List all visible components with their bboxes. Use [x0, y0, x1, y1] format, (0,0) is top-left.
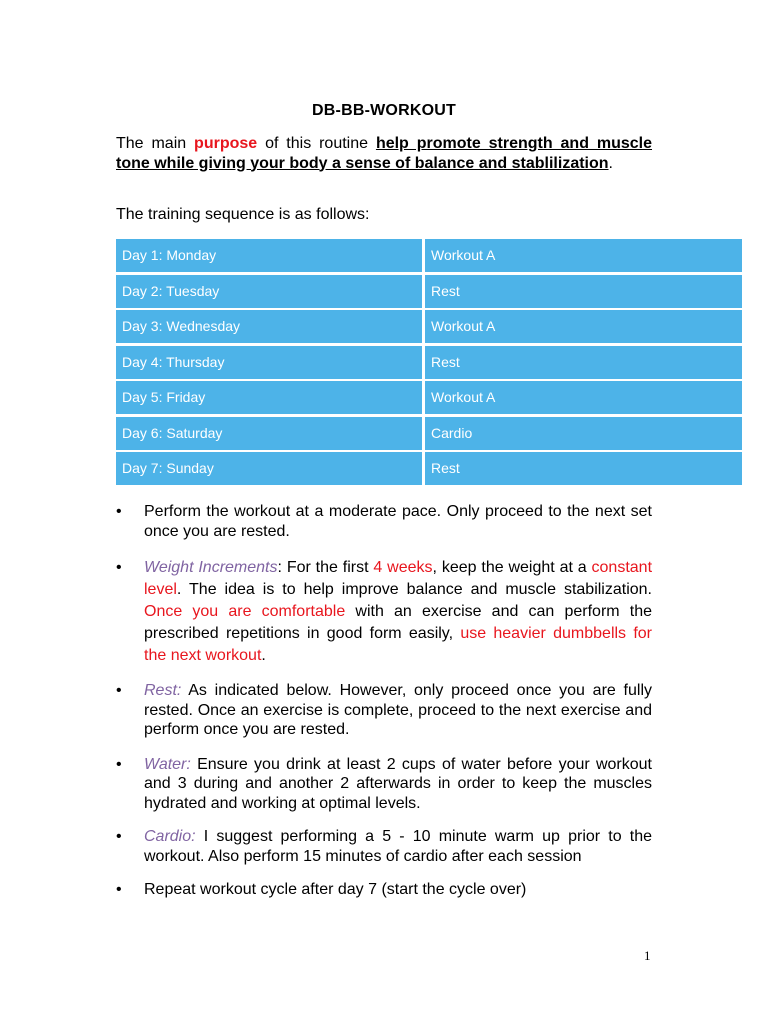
cardio-label: Cardio [144, 828, 192, 845]
water-text: Ensure you drink at least 2 cups of water before your workout and 3 during and another 2 afterwards in order to keep the muscles hydrated and working at optimal levels. [144, 755, 652, 812]
weight-text: . [261, 647, 266, 664]
table-row [116, 381, 742, 414]
sequence-label: The training sequence is as follows: [116, 206, 370, 223]
intro-middle: of this routine [257, 135, 376, 152]
weight-highlight: constant level [144, 559, 653, 598]
schedule-day-cell: Day 4: Thursday [116, 346, 422, 379]
water-label: Water: [144, 755, 191, 773]
schedule-plan-cell: Rest [425, 452, 742, 485]
schedule-plan-cell: Workout A [425, 239, 742, 272]
intro-purpose-word: purpose [194, 135, 258, 152]
schedule-plan-cell: Rest [425, 346, 742, 379]
bullet-pace [116, 502, 652, 541]
table-row [116, 346, 742, 379]
schedule-plan-cell: Rest [425, 275, 742, 308]
bullet-repeat [116, 880, 652, 900]
bullet-rest [116, 681, 652, 740]
schedule-day-cell: Day 3: Wednesday [116, 310, 422, 343]
schedule-day-cell: Day 7: Sunday [116, 452, 422, 485]
rest-text: As indicated below. However, only proceed once you are fully rested. Once an exercise is complete, proceed to the next exercise and perform once you are rested. [144, 682, 652, 738]
weight-highlight: 4 weeks [373, 559, 433, 576]
bullet-weight-increments [116, 557, 652, 667]
weight-text: with an exercise and can perform the prescribed repetitions in good form easily, [144, 603, 653, 642]
weight-highlight: use heavier dumbbells for the next workout [144, 625, 652, 664]
schedule-plan-cell: Workout A [425, 381, 742, 414]
bullet-water [116, 755, 652, 814]
page-number: 1 [644, 948, 651, 963]
table-row [116, 239, 742, 272]
bullet-list [116, 502, 652, 900]
table-row [116, 452, 742, 485]
weight-text: : For the first [277, 559, 374, 576]
schedule-plan-cell: Workout A [425, 310, 742, 343]
schedule-day-cell: Day 6: Saturday [116, 417, 422, 450]
rest-colon: : [176, 682, 182, 699]
weight-text: . The idea is to help improve balance and muscle stabilization. [176, 581, 652, 598]
intro-lead: The main [116, 135, 195, 152]
repeat-text: Repeat workout cycle after day 7 (start the cycle over) [144, 881, 527, 898]
table-row [116, 417, 742, 450]
weight-text: , keep the weight at a [432, 559, 592, 576]
intro-end: . [608, 154, 613, 172]
weight-highlight: Once you are comfortable [144, 603, 346, 620]
page-title: DB-BB-WORKOUT [312, 102, 456, 119]
schedule-table [116, 239, 742, 488]
table-row [116, 275, 742, 308]
rest-label: Rest [144, 682, 177, 699]
intro-paragraph [116, 134, 652, 173]
bullet-cardio [116, 827, 652, 866]
cardio-colon: : [191, 828, 196, 845]
schedule-day-cell: Day 1: Monday [116, 239, 422, 272]
schedule-plan-cell: Cardio [425, 417, 742, 450]
weight-increments-label: Weight Increments [144, 559, 278, 576]
schedule-day-cell: Day 2: Tuesday [116, 275, 422, 308]
table-row [116, 310, 742, 343]
schedule-day-cell: Day 5: Friday [116, 381, 422, 414]
cardio-text: I suggest performing a 5 - 10 minute warm up prior to the workout. Also perform 15 minutes of cardio after each session [144, 828, 652, 865]
bullet-pace-text: Perform the workout at a moderate pace. Only proceed to the next set once you are rested. [144, 503, 652, 540]
intro-emphasis: help promote strength and muscle tone while giving your body a sense of balance and stablilization [116, 135, 653, 172]
